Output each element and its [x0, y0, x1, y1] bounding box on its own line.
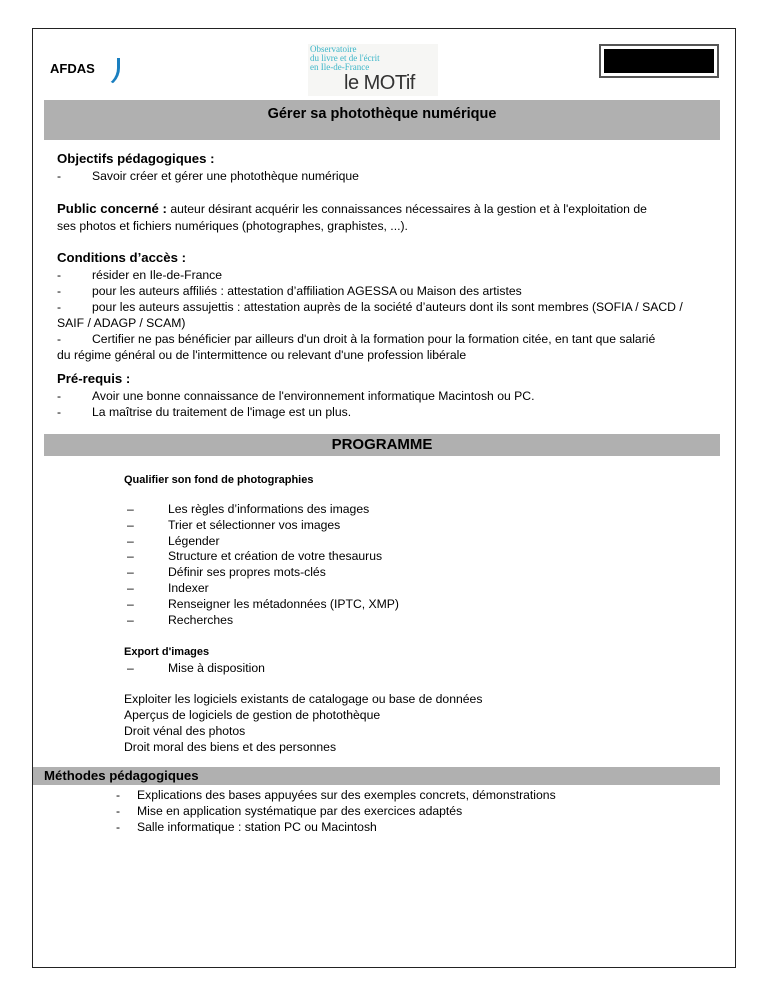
condition-item: résider en Ile-de-France	[92, 268, 223, 282]
bullet: -	[116, 788, 121, 802]
prerequis-item: Avoir une bonne connaissance de l'environnement informatique Macintosh ou PC.	[92, 389, 535, 403]
afdas-logo	[48, 48, 120, 90]
programme-item: Les règles d’informations des images	[168, 502, 370, 516]
programme-line: Droit moral des biens et des personnes	[124, 740, 337, 754]
methode-item: Mise en application systématique par des exercices adaptés	[137, 804, 463, 818]
afdas-logo-text: AFDAS	[50, 61, 95, 76]
bullet: –	[127, 661, 134, 675]
condition-item-cont: SAIF / ADAGP / SCAM)	[57, 316, 186, 330]
bullet: -	[57, 284, 62, 298]
condition-item: pour les auteurs affiliés : attestation d’affiliation AGESSA ou Maison des artistes	[92, 284, 522, 298]
objectifs-heading: Objectifs pédagogiques :	[57, 151, 215, 166]
programme-item: Structure et création de votre thesaurus	[168, 549, 383, 564]
programme-item: Indexer	[168, 581, 209, 595]
programme-item: Recherches	[168, 612, 234, 627]
bullet: -	[116, 804, 121, 818]
bullet: –	[127, 517, 134, 532]
bullet: –	[127, 565, 134, 580]
programme-line: Droit vénal des photos	[124, 724, 246, 738]
conditions-heading: Conditions d’accès :	[57, 250, 186, 265]
bullet: –	[127, 502, 134, 516]
page-title: Gérer sa photothèque numérique	[44, 100, 720, 140]
programme-item: Mise à disposition	[168, 661, 265, 675]
condition-item: pour les auteurs assujettis : attestation auprès de la société d’auteurs dont ils sont membres (SOFIA / SACD /	[92, 300, 683, 314]
motif-logo-name: le MOTif	[344, 72, 415, 94]
programme-item: Légender	[168, 533, 220, 548]
objectif-item: Savoir créer et gérer une photothèque numérique	[92, 169, 359, 183]
prerequis-item: La maîtrise du traitement de l'image est un plus.	[92, 405, 352, 419]
bullet: -	[57, 300, 62, 314]
bullet: -	[116, 820, 121, 834]
bullet: -	[57, 389, 62, 403]
methode-item: Salle informatique : station PC ou Macintosh	[137, 820, 377, 834]
methode-item: Explications des bases appuyées sur des exemples concrets, démonstrations	[137, 788, 556, 802]
programme-line: Aperçus de logiciels de gestion de photothèque	[124, 708, 381, 722]
motif-logo	[308, 44, 438, 96]
public-label: Public concerné :	[57, 201, 167, 216]
condition-item: Certifier ne pas bénéficier par ailleurs d'un droit à la formation pour la formation citée, en tant que salarié	[92, 332, 656, 346]
programme-heading: PROGRAMME	[44, 434, 720, 456]
programme-item: Trier et sélectionner vos images	[168, 517, 341, 532]
bullet: –	[127, 596, 134, 611]
bullet: –	[127, 581, 134, 595]
redacted-box	[599, 44, 719, 78]
programme-item: Définir ses propres mots-clés	[168, 565, 326, 580]
bullet: -	[57, 332, 62, 346]
bullet: -	[57, 268, 62, 282]
prerequis-heading: Pré-requis :	[57, 371, 131, 386]
programme-line: Exploiter les logiciels existants de catalogage ou base de données	[124, 692, 483, 706]
methodes-heading: Méthodes pédagogiques	[33, 767, 720, 785]
motif-logo-subtitle: Observatoire du livre et de l'écrit en Ile-de-France	[310, 44, 380, 72]
bullet: –	[127, 612, 134, 627]
condition-item-cont: du régime général ou de l'intermittence ou relevant d'une profession libérale	[57, 348, 467, 362]
bullet: -	[57, 405, 62, 419]
afdas-arc-icon	[100, 58, 120, 88]
bullet: –	[127, 533, 134, 548]
public-line-1	[57, 201, 647, 216]
bullet: -	[57, 169, 62, 183]
bullet: –	[127, 549, 134, 564]
programme-section-1: Qualifier son fond de photographies	[124, 474, 314, 486]
public-text: auteur désirant acquérir les connaissances nécessaires à la gestion et à l'exploitation de	[166, 202, 647, 216]
programme-item: Renseigner les métadonnées (IPTC, XMP)	[168, 596, 399, 611]
public-line-2: ses photos et fichiers numériques (photographes, graphistes, ...).	[57, 219, 408, 233]
programme-section-2: Export d'images	[124, 646, 210, 658]
